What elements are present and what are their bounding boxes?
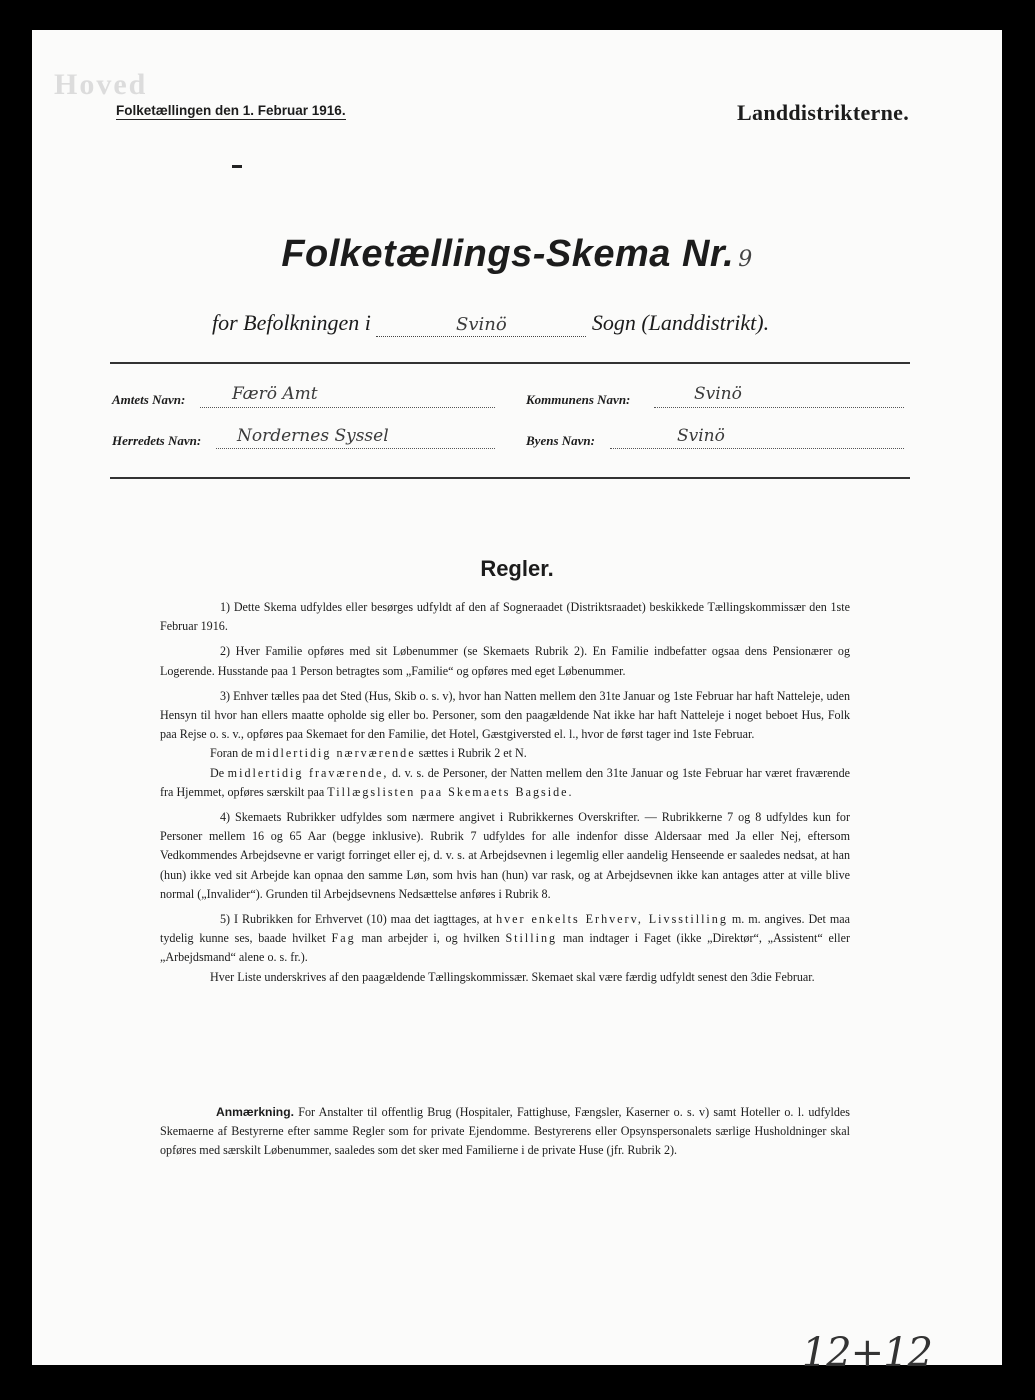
by-value: Svinö xyxy=(677,426,725,446)
divider-top xyxy=(110,362,910,364)
herred-value: Nordernes Syssel xyxy=(237,426,389,446)
faded-stamp: Hoved xyxy=(54,68,148,101)
form-subtitle xyxy=(212,310,769,337)
census-date-header: Folketællingen den 1. Februar 1916. xyxy=(116,103,346,118)
trade-emphasis: Fag xyxy=(331,931,356,946)
remark-label: Anmærkning. xyxy=(216,1105,294,1119)
rule-1: 1) Dette Skema udfyldes eller besørges udfyldt af den af Sogneraadet (Distriktsraadet) beskikkede Tællingskommissær den 1ste Februar 1916. xyxy=(160,600,850,634)
rule-3-present: Foran de midlertidig nærværende sættes i Rubrik 2 et N. xyxy=(210,746,527,761)
form-title xyxy=(32,233,1002,276)
census-form-page xyxy=(32,30,1002,1376)
amt-value: Færö Amt xyxy=(232,384,318,404)
kommune-value: Svinö xyxy=(694,384,742,404)
ink-mark xyxy=(232,165,242,168)
rules-body xyxy=(160,598,850,987)
rule-3-absent: De midlertidig fraværende, d. v. s. de Personer, der Natten mellem den 31te Januar og 1ste Februar har været fraværende fra Hjemmet, opføres særskilt paa Tillægslisten paa Skemaets Bagside. xyxy=(160,765,850,799)
remark-paragraph xyxy=(160,1103,850,1161)
subtitle-suffix: Sogn (Landdistrikt). xyxy=(591,310,770,335)
herred-label: Herredets Navn: xyxy=(112,433,202,448)
form-title-text: Folketællings-Skema Nr. xyxy=(281,233,735,275)
by-label: Byens Navn: xyxy=(526,433,595,448)
remark-text: For Anstalter til offentlig Brug (Hospitaler, Fattighuse, Fængsler, Kaserner o. s. v) samt Hoteller o. l. udfyldes Skemaerne af Bestyrerne efter samme Regler som for private Ejendomme. Bestyrerens eller Opsynspersonalets særlige Husholdninger skal opføres med særskilt Løbenummer, saaledes som det sker med Familierne i de private Huse (jfr. Rubrik 2). xyxy=(160,1105,851,1158)
rule-4: 4) Skemaets Rubrikker udfyldes som nærmere angivet i Rubrikkernes Overskrifter. — Rubrikkerne 7 og 8 udfyldes kun for Personer mellem 16 og 65 Aar (begge inklusive). Rubrik 7 udfyldes for alle indenfor disse Aldersaar med Ja eller Nej, eftersom Vedkommendes Arbejdsevne er varigt forringet eller ej, d. v. s. at Arbejdsevnen i legemlig eller aandelig Henseende er saaledes nedsat, at han (hun) ikke ved sit Arbejde kan opnaa den samme Løn, som hvis han (hun) var rask, og at Arbejdsevnen ikke kan antages atter at ville blive normal („Invalider“). Grunden til Arbejdsevnens Nedsættelse anføres i Rubrik 8. xyxy=(160,810,850,901)
district-type-header: Landdistrikterne. xyxy=(737,100,909,125)
parish-value: Svinö xyxy=(456,314,507,335)
herred-field-line xyxy=(216,447,495,449)
occupation-emphasis: hver enkelts Erhverv, Livsstilling xyxy=(496,912,728,927)
amt-field-line xyxy=(200,406,495,408)
position-emphasis: Stilling xyxy=(505,931,558,946)
form-number: 9 xyxy=(738,247,753,272)
by-field-line xyxy=(610,447,904,449)
kommune-field-line xyxy=(654,406,904,408)
present-emphasis: midlertidig nærværende xyxy=(255,746,416,761)
parish-field xyxy=(376,310,586,337)
amt-label: Amtets Navn: xyxy=(112,392,186,407)
rule-3: 3) Enhver tælles paa det Sted (Hus, Skib o. s. v), hvor han Natten mellem den 31te Januar og 1ste Februar har haft Natteleje, uden Hensyn til hvor han ellers maatte opholde sig eller bo. Personer, som den paagældende Nat ikke har haft Natteleje i noget beboet Hus, Folk paa Rejse o. s. v., opføres paa Skemaet for den Familie, det Hotel, Gæstgiversted el. l., hvor de først tager ind 1ste Februar. xyxy=(160,688,850,742)
divider-bottom xyxy=(110,477,910,479)
absent-emphasis: midlertidig fraværende, xyxy=(227,765,389,780)
rule-5: 5) I Rubrikken for Erhvervet (10) maa det iagttages, at hver enkelts Erhverv, Livsstilling m. m. angives. Det maa tydelig kunne ses, baade hvilket Fag man arbejder i, og hvilken Stilling man indtager i Faget (ikke „Direktør“, „Assistent“ eller „Arbejdsmand“ alene o. s. fr.). xyxy=(160,912,850,965)
subtitle-prefix: for Befolkningen i xyxy=(212,310,371,335)
supplement-emphasis: Tillægslisten paa Skemaets Bagside. xyxy=(327,784,574,799)
handwritten-corner-note: 12+12 xyxy=(801,1330,932,1376)
rule-2: 2) Hver Familie opføres med sit Løbenummer (se Skemaets Rubrik 2). En Familie indbefatter ogsaa dens Pensionærer og Logerende. Husstande paa 1 Person betragtes som „Familie“ og opføres med eget Løbenummer. xyxy=(160,644,850,678)
kommune-label: Kommunens Navn: xyxy=(526,392,631,407)
rules-heading: Regler. xyxy=(480,556,554,581)
rule-signature: Hver Liste underskrives af den paagældende Tællingskommissær. Skemaet skal være færdig udfyldt senest den 3die Februar. xyxy=(210,969,815,984)
